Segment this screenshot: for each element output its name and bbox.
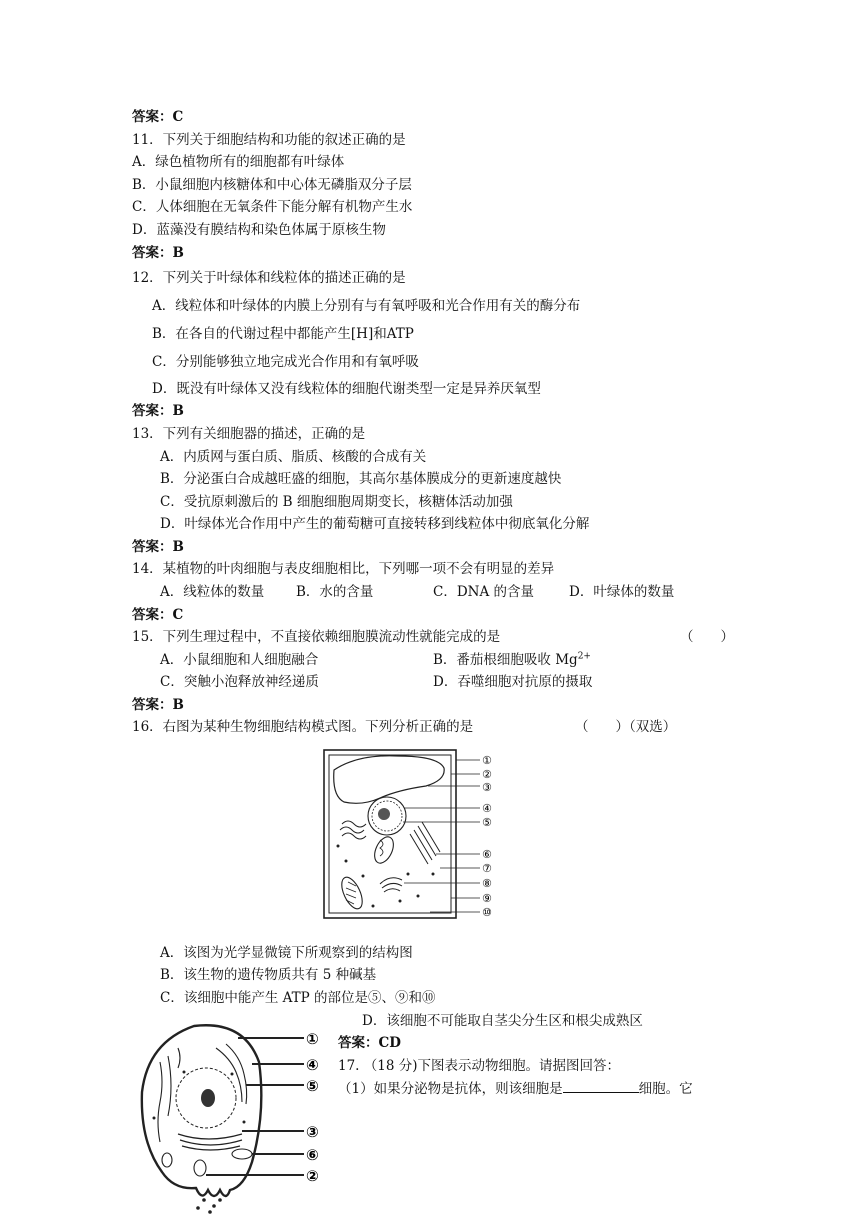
animal-label-6: ⑥ [306,1146,319,1164]
q16-option-d: D．该细胞不可能取自茎尖分生区和根尖成熟区 [362,1013,643,1029]
vesicle [162,1153,172,1167]
answer-q15: 答案：B [132,697,184,713]
q16-answer-bracket: （ ）（双选） [575,719,677,735]
animal-label-3: ③ [306,1123,319,1141]
endoplasmic-reticulum [340,821,366,839]
animal-cell-diagram [134,1022,334,1216]
golgi-apparatus [380,878,402,892]
q15-option-c: C．突触小泡释放神经递质 [160,674,319,690]
question-13-stem: 13．下列有关细胞器的描述，正确的是 [132,426,366,442]
plant-label-10: ⑩ [482,906,492,919]
q14-option-c: C．DNA 的含量 [433,584,535,600]
q17-sub1-text: （1）如果分泌物是抗体，则该细胞是 [338,1081,563,1097]
answer-q12: 答案：B [132,403,184,419]
nucleolus [201,1089,215,1107]
plant-label-6: ⑥ [482,848,492,861]
centrosome [194,1160,206,1176]
question-16-stem: 16．右图为某种生物细胞结构模式图。下列分析正确的是 [132,719,474,735]
plant-label-8: ⑧ [482,877,492,890]
q11-option-d: D．蓝藻没有膜结构和染色体属于原核生物 [132,222,386,238]
q15-option-b [433,651,591,669]
golgi-apparatus [178,1134,242,1150]
q13-option-d: D．叶绿体光合作用中产生的葡萄糖可直接转移到线粒体中彻底氧化分解 [160,516,590,532]
question-15-stem: 15．下列生理过程中，不直接依赖细胞膜流动性就能完成的是 [132,629,501,645]
q14-option-b: B．水的含量 [296,584,374,600]
chloroplast [338,874,367,912]
q12-option-d: D．既没有叶绿体又没有线粒体的细胞代谢类型一定是异养厌氧型 [152,381,541,397]
q13-option-b: B．分泌蛋白合成越旺盛的细胞，其高尔基体膜成分的更新速度越快 [160,471,562,487]
q15-option-a: A．小鼠细胞和人细胞融合 [160,652,319,668]
q12-option-b: B．在各自的代谢过程中都能产生[H]和ATP [152,326,414,342]
q16-option-b: B．该生物的遗传物质共有 5 种碱基 [160,967,377,983]
plant-label-3: ③ [482,781,492,794]
q15-option-b-text: B．番茄根细胞吸收 Mg [433,652,578,668]
q11-option-b: B．小鼠细胞内核糖体和中心体无磷脂双分子层 [132,177,412,193]
answer-q11: 答案：B [132,245,184,261]
q11-option-a: A．绿色植物所有的细胞都有叶绿体 [132,154,345,170]
q14-option-a: A．线粒体的数量 [160,584,265,600]
answer-q13: 答案：B [132,539,184,555]
answer-q16: 答案：CD [338,1035,401,1051]
answer-q10: 答案：C [132,109,184,125]
q17-blank-1[interactable] [563,1080,639,1093]
q12-option-a: A．线粒体和叶绿体的内膜上分别有与有氧呼吸和光合作用有关的酶分布 [152,298,581,314]
q17-sub1 [338,1080,693,1098]
q17-sub1-tail: 细胞。它 [638,1081,693,1097]
q12-option-c: C．分别能够独立地完成光合作用和有氧呼吸 [152,354,419,370]
mg-charge-superscript: 2+ [577,651,591,662]
animal-label-1: ① [306,1030,319,1048]
cell-membrane [142,1025,262,1196]
plant-cell-diagram [318,746,503,923]
plant-label-5: ⑤ [482,816,492,829]
answer-q14: 答案：C [132,607,184,623]
nucleolus [378,808,390,820]
question-12-stem: 12．下列关于叶绿体和线粒体的描述正确的是 [132,270,406,286]
endoplasmic-reticulum [158,1048,180,1142]
q14-option-d: D．叶绿体的数量 [569,584,675,600]
chloroplast-grana [346,882,356,904]
mitochondrion [232,1149,252,1159]
animal-label-2: ② [306,1167,319,1185]
question-14-stem: 14．某植物的叶肉细胞与表皮细胞相比，下列哪一项不会有明显的差异 [132,561,555,577]
plant-label-1: ① [482,754,492,767]
plant-label-7: ⑦ [482,862,492,875]
animal-label-5: ⑤ [306,1077,319,1095]
mitochondrion-cristae [380,840,383,856]
q15-answer-bracket: （ ） [680,629,734,645]
mitochondrion [371,834,397,866]
question-11-stem: 11．下列关于细胞结构和功能的叙述正确的是 [132,132,406,148]
q16-option-a: A．该图为光学显微镜下所观察到的结构图 [160,945,413,961]
q13-option-c: C．受抗原刺激后的 B 细胞细胞周期变长，核糖体活动加强 [160,494,513,510]
golgi-like-stack [410,822,440,864]
q11-option-c: C．人体细胞在无氧条件下能分解有机物产生水 [132,199,413,215]
plant-label-9: ⑨ [482,892,492,905]
q15-option-d: D．吞噬细胞对抗原的摄取 [433,674,593,690]
q13-option-a: A．内质网与蛋白质、脂质、核酸的合成有关 [160,449,427,465]
plant-label-2: ② [482,768,492,781]
vacuole [334,756,444,804]
plant-label-4: ④ [482,802,492,815]
q16-option-c: C．该细胞中能产生 ATP 的部位是⑤、⑨和⑩ [160,990,436,1006]
animal-label-4: ④ [306,1056,319,1074]
question-17-stem: 17. （18 分)下图表示动物细胞。请据图回答： [338,1058,620,1074]
